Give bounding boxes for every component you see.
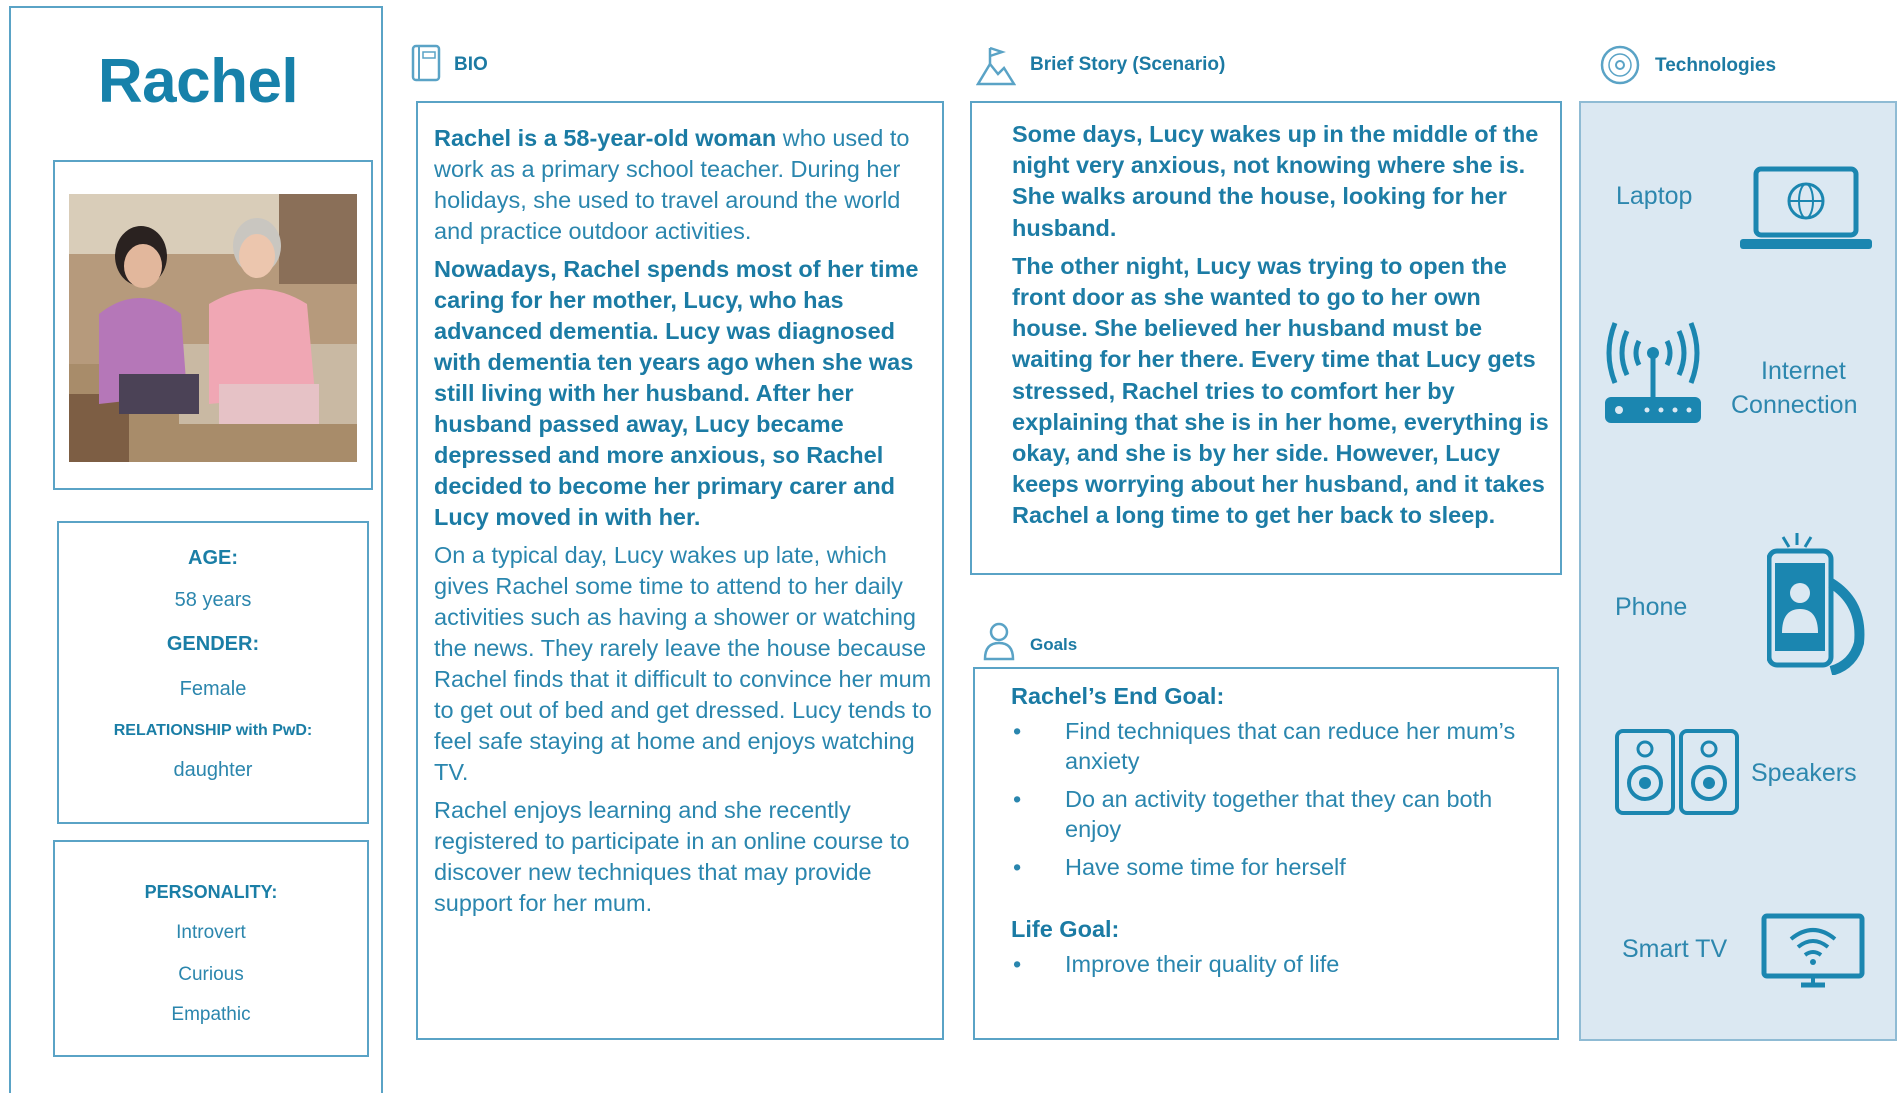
gender-label: GENDER: — [166, 633, 260, 655]
disc-icon — [1599, 44, 1641, 91]
smart-tv-label: Smart TV — [1622, 935, 1728, 963]
scenario-icon — [976, 44, 1016, 91]
persona-photo — [69, 194, 357, 462]
internet-label-line2: Connection — [1731, 391, 1858, 419]
phone-label: Phone — [1615, 593, 1688, 621]
personality-trait: Empathic — [171, 1004, 251, 1025]
bio-box — [416, 101, 944, 1040]
laptop-icon — [1736, 165, 1876, 258]
scenario-paragraph: The other night, Lucy was trying to open the front door as she wanted to go to her own house. She believed her husband must be waiting for her there. Every time that Lucy gets stressed, Rachel tries to comfort her by explaining that she is in her home, everything is okay, and she is by her side. However, Lucy keeps worrying about her husband, and it takes Rachel a long time to get her back to sleep. — [1012, 252, 1549, 529]
list-item: • Find techniques that can reduce her mum’s anxiety — [1011, 716, 1547, 776]
gender-value: Female — [179, 678, 247, 700]
speakers-icon — [1615, 729, 1739, 820]
scenario-box — [970, 101, 1562, 575]
bio-icon — [411, 44, 441, 87]
personality-trait: Introvert — [176, 922, 246, 943]
phone-icon — [1767, 533, 1867, 680]
person-icon — [982, 621, 1016, 666]
bio-header: BIO — [454, 54, 488, 75]
life-goal-list — [1011, 949, 1547, 979]
goals-box — [973, 667, 1559, 1040]
internet-label-line1: Internet — [1761, 357, 1846, 385]
end-goal-title: Rachel’s End Goal: — [1011, 683, 1225, 709]
bio-paragraph: Rachel enjoys learning and she recently registered to participate in an online course to discover new techniques that may provide support for her mum. — [434, 797, 910, 916]
smart-tv-icon — [1761, 913, 1865, 994]
list-item: • Have some time for herself — [1011, 852, 1547, 882]
technologies-header: Technologies — [1655, 55, 1777, 76]
goals-header: Goals — [1030, 635, 1078, 654]
demographics-box — [57, 521, 369, 824]
personality-label: PERSONALITY: — [144, 882, 278, 902]
age-label: AGE: — [188, 547, 238, 569]
bio-intro-rest: who used to work as a primary school teacher. During her holidays, she used to travel around the world and practice outdoor activities. — [434, 125, 910, 244]
personality-trait: Curious — [178, 964, 244, 985]
personality-box — [53, 840, 369, 1057]
bio-paragraph: Nowadays, Rachel spends most of her time caring for her mother, Lucy, who has advanced dementia. Lucy was diagnosed with dementia ten years ago when she was still living with her husband. After her husband passed away, Lucy became depressed and more anxious, so Rachel decided to become her primary carer and Lucy moved in with her. — [434, 256, 919, 530]
speakers-label: Speakers — [1751, 759, 1857, 787]
scenario-header: Brief Story (Scenario) — [1030, 54, 1226, 75]
bio-intro: Rachel is a 58-year-old woman — [434, 125, 777, 151]
end-goal-list — [1011, 716, 1547, 882]
persona-name: Rachel — [97, 47, 299, 116]
life-goal-title: Life Goal: — [1011, 916, 1120, 942]
laptop-label: Laptop — [1616, 182, 1693, 210]
bio-paragraph — [434, 123, 932, 247]
bio-paragraph: On a typical day, Lucy wakes up late, which gives Rachel some time to attend to her daily activities such as having a shower or watching the news. They rarely leave the house because Rachel finds that it difficult to convince her mum to get out of bed and get dressed. Lucy tends to feel safe staying at home and enjoys watching TV. — [434, 542, 932, 785]
list-item: • Improve their quality of life — [1011, 949, 1547, 979]
router-icon — [1603, 321, 1703, 436]
persona-card — [9, 6, 383, 1093]
photo-frame — [53, 160, 373, 490]
scenario-paragraph: Some days, Lucy wakes up in the middle of the night very anxious, not knowing where she is. She walks around the house, looking for her husband. — [1012, 121, 1539, 241]
age-value: 58 years — [174, 589, 252, 611]
list-item: • Do an activity together that they can both enjoy — [1011, 784, 1547, 844]
relationship-value: daughter — [173, 759, 253, 781]
relationship-label: RELATIONSHIP with PwD: — [113, 722, 313, 739]
technologies-panel — [1579, 101, 1897, 1041]
